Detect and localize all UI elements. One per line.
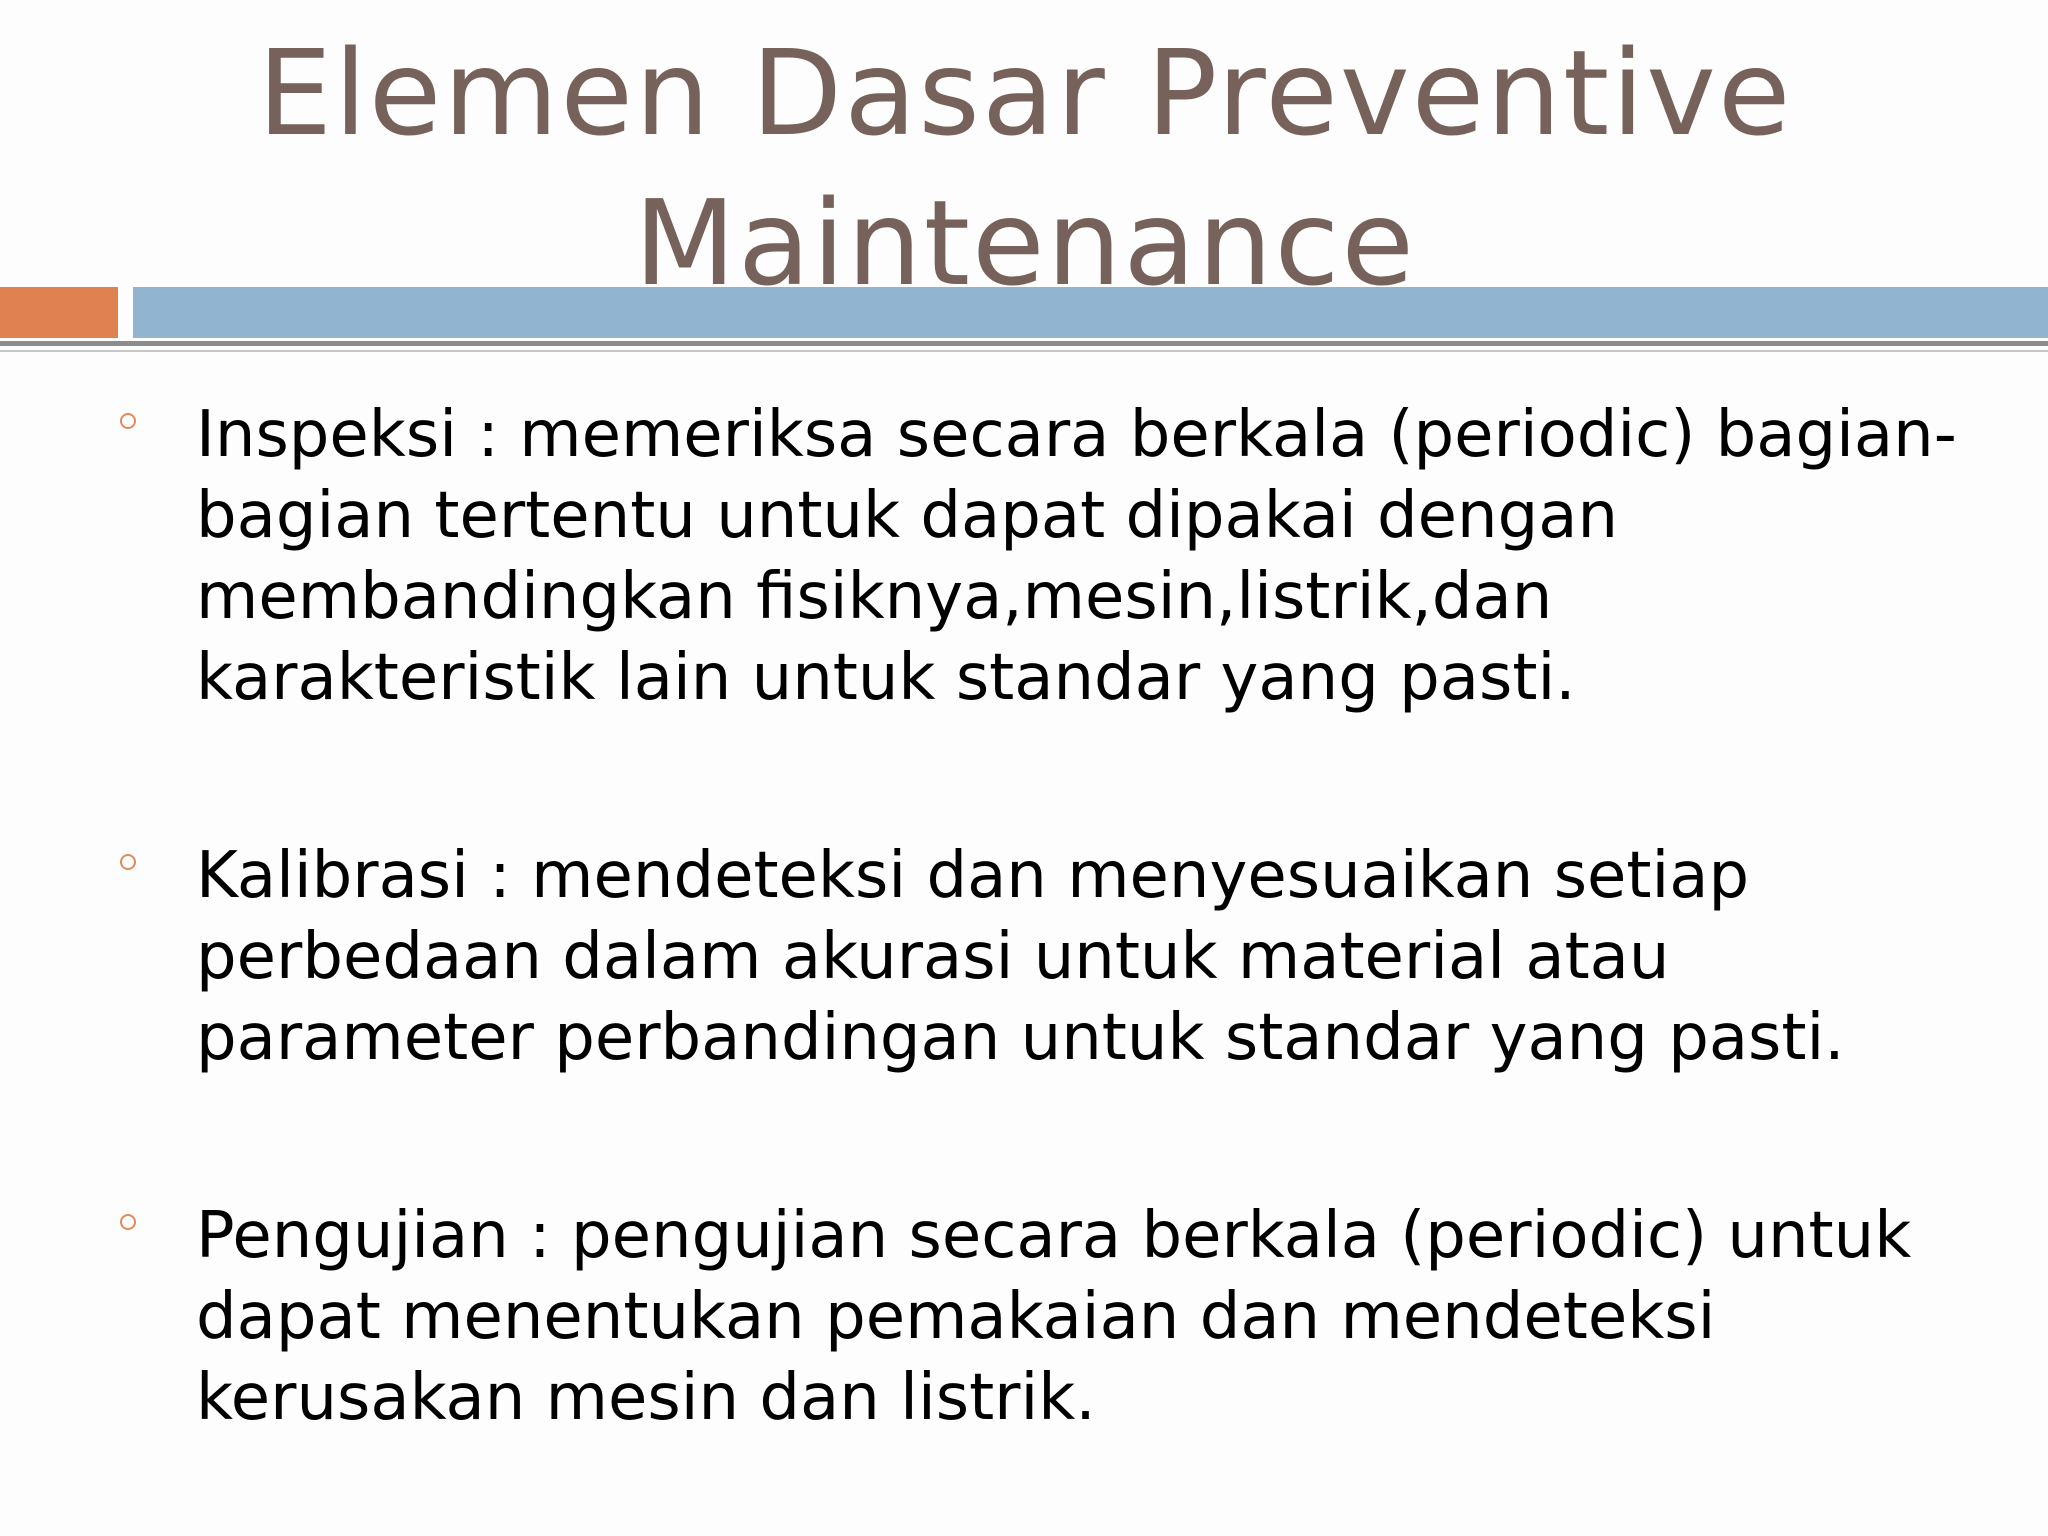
- slide-title: Elemen Dasar Preventive Maintenance: [257, 24, 1793, 312]
- circle-bullet-icon: [120, 413, 136, 429]
- bullet-item-pengujian: [120, 1196, 1970, 1439]
- title-underline-rule-thin: [0, 350, 2048, 352]
- bullet-list: [120, 395, 1970, 1439]
- circle-bullet-icon: [120, 1214, 136, 1230]
- bullet-item-kalibrasi: [120, 836, 1970, 1079]
- bullet-text: Kalibrasi : mendeteksi dan menyesuaikan setiap perbedaan dalam akurasi untuk material atau parameter perbandingan untuk standar yang pasti.: [196, 839, 1845, 1075]
- bullet-item-inspeksi: [120, 395, 1970, 719]
- title-underline-rule: [0, 341, 2048, 346]
- bullet-text: Inspeksi : memeriksa secara berkala (periodic) bagian-bagian tertentu untuk dapat dipakai dengan membandingkan fisiknya,mesin,listrik,dan karakteristik lain untuk standar yang pasti.: [196, 398, 1957, 715]
- bullet-text: Pengujian : pengujian secara berkala (periodic) untuk dapat menentukan pemakaian dan mendeteksi kerusakan mesin dan listrik.: [196, 1199, 1912, 1435]
- orange-accent-bar: [0, 287, 118, 338]
- circle-bullet-icon: [120, 854, 136, 870]
